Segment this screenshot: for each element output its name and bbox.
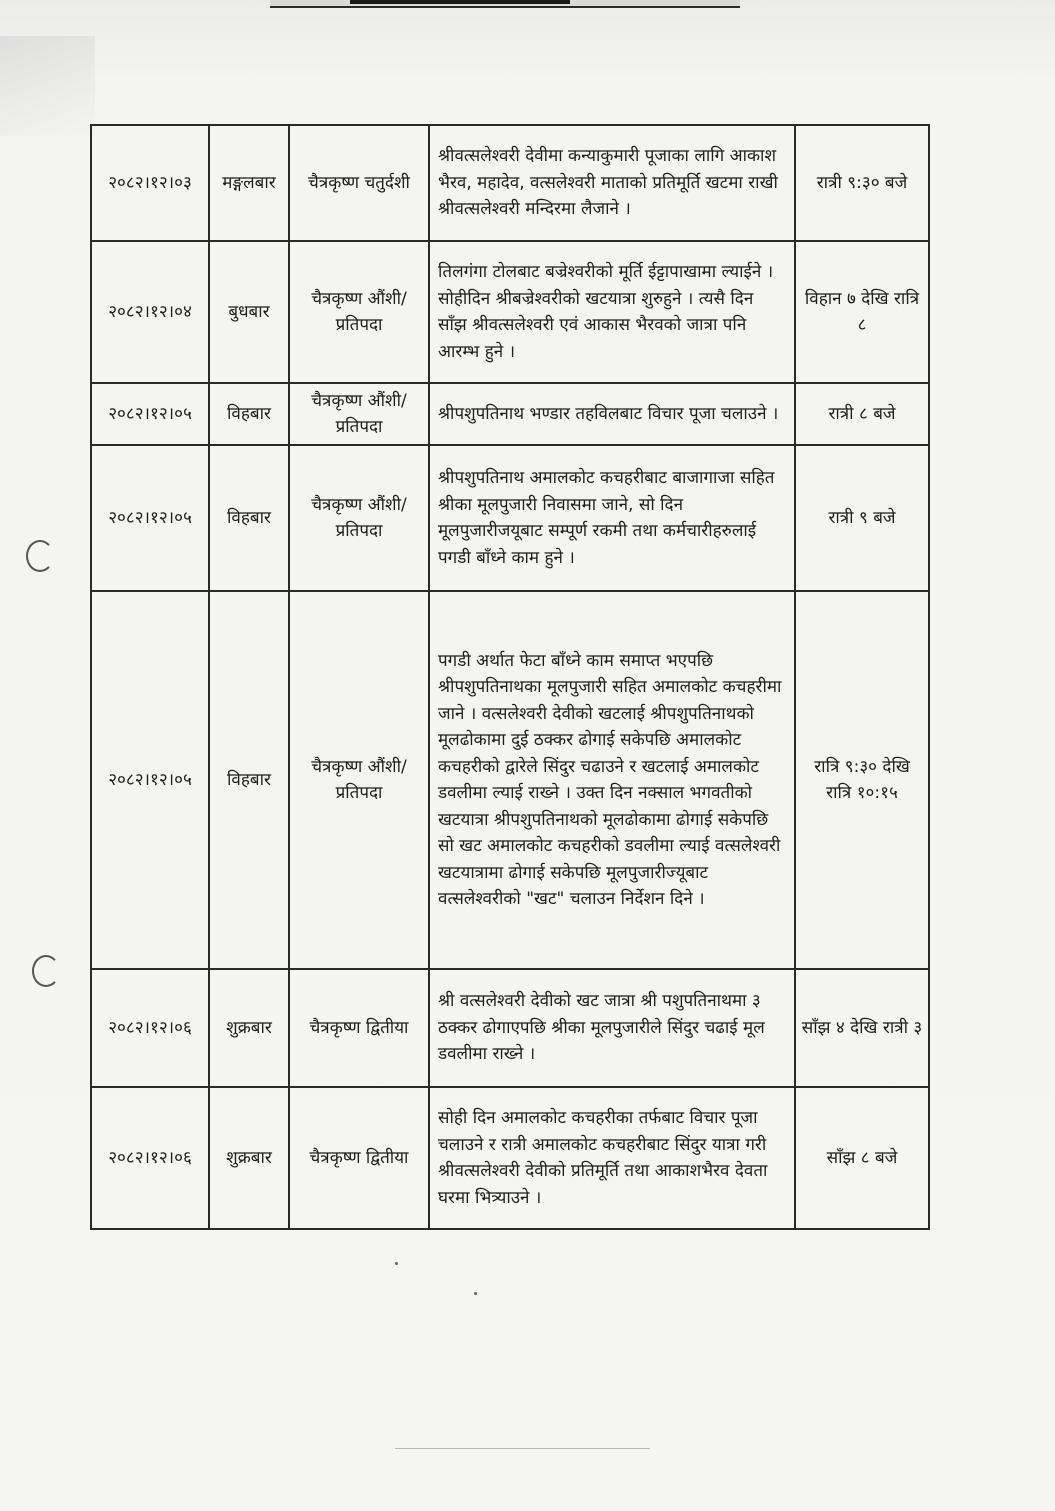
paper-fold-shadow — [0, 36, 95, 136]
tithi-cell: चैत्रकृष्ण द्वितीया — [289, 969, 429, 1087]
event-description-cell: सोही दिन अमालकोट कचहरीका तर्फबाट विचार पूजा चलाउने र रात्री अमालकोट कचहरीबाट सिंदुर यात्रा गरी श्रीवत्सलेश्वरी देवीको प्रतिमूर्ति तथा आकाशभैरव देवता घरमा भित्र्याउने । — [429, 1087, 795, 1229]
event-description-cell: श्रीवत्सलेश्वरी देवीमा कन्याकुमारी पूजाका लागि आकाश भैरव, महादेव, वत्सलेश्वरी माताको प्रतिमूर्ति खटमा राखी श्रीवत्सलेश्वरी मन्दिरमा लैजाने । — [429, 125, 795, 241]
date-cell: २०८२।१२।०५ — [91, 445, 209, 591]
event-description-cell: श्री वत्सलेश्वरी देवीको खट जात्रा श्री पशुपतिनाथमा ३ ठक्कर ढोगाएपछि श्रीका मूलपुजारीले सिंदुर चढाई मूल डवलीमा राख्ने । — [429, 969, 795, 1087]
weekday-cell: बुधबार — [209, 241, 289, 383]
table-row — [91, 969, 929, 1087]
date-cell: २०८२।१२।०६ — [91, 969, 209, 1087]
time-cell: साँझ ४ देखि रात्री ३ — [795, 969, 929, 1087]
scan-speck — [395, 1262, 398, 1265]
event-description-cell: पगडी अर्थात फेटा बाँध्ने काम समाप्त भएपछि श्रीपशुपतिनाथका मूलपुजारी सहित अमालकोट कचहरीमा जाने । वत्सलेश्वरी देवीको खटलाई श्रीपशुपतिनाथको मूलढोकामा दुई ठक्कर ढोगाई सकेपछि अमालकोट कचहरीको द्वारेले सिंदुर चढाउने र खटलाई अमालकोट डवलीमा ल्याई राख्ने । उक्त दिन नक्साल भगवतीको खटयात्रा श्रीपशुपतिनाथको मूलढोकामा ढोगाई सकेपछि सो खट अमालकोट कचहरीको डवलीमा ल्याई वत्सलेश्वरी खटयात्रामा ढोगाई सकेपछि मूलपुजारीज्यूबाट वत्सलेश्वरीको "खट" चलाउन निर्देशन दिने । — [429, 591, 795, 969]
table-row — [91, 125, 929, 241]
scan-speck — [474, 1292, 477, 1295]
date-cell: २०८२।१२।०६ — [91, 1087, 209, 1229]
tithi-cell: चैत्रकृष्ण औंशी/प्रतिपदा — [289, 383, 429, 445]
table-row — [91, 591, 929, 969]
table-row — [91, 383, 929, 445]
date-cell: २०८२।१२।०३ — [91, 125, 209, 241]
table-row — [91, 445, 929, 591]
tithi-cell: चैत्रकृष्ण औंशी/प्रतिपदा — [289, 241, 429, 383]
date-cell: २०८२।१२।०५ — [91, 591, 209, 969]
date-cell: २०८२।१२।०४ — [91, 241, 209, 383]
table-row — [91, 241, 929, 383]
event-description-cell: श्रीपशुपतिनाथ भण्डार तहविलबाट विचार पूजा चलाउने । — [429, 383, 795, 445]
punch-hole-lower — [32, 955, 60, 987]
weekday-cell: शुक्रबार — [209, 1087, 289, 1229]
weekday-cell: मङ्गलबार — [209, 125, 289, 241]
weekday-cell: विहबार — [209, 591, 289, 969]
time-cell: साँझ ८ बजे — [795, 1087, 929, 1229]
tithi-cell: चैत्रकृष्ण औंशी/प्रतिपदा — [289, 591, 429, 969]
time-cell: रात्री ९ बजे — [795, 445, 929, 591]
event-description-cell: तिलगंगा टोलबाट बज्रेश्वरीको मूर्ति ईट्टापाखामा ल्याईने । सोहीदिन श्रीबज्रेश्वरीको खटयात्रा शुरुहुने । त्यसै दिन साँझ श्रीवत्सलेश्वरी एवं आकास भैरवको जात्रा पनि आरम्भ हुने । — [429, 241, 795, 383]
weekday-cell: शुक्रबार — [209, 969, 289, 1087]
scan-top-edge — [270, 0, 740, 8]
event-description-cell: श्रीपशुपतिनाथ अमालकोट कचहरीबाट बाजागाजा सहित श्रीका मूलपुजारी निवासमा जाने, सो दिन मूलपुजारीजयूबाट सम्पूर्ण रकमी तथा कर्मचारीहरुलाई पगडी बाँध्ने काम हुने । — [429, 445, 795, 591]
tithi-cell: चैत्रकृष्ण चतुर्दशी — [289, 125, 429, 241]
time-cell: रात्रि ९:३० देखि रात्रि १०:१५ — [795, 591, 929, 969]
tithi-cell: चैत्रकृष्ण द्वितीया — [289, 1087, 429, 1229]
time-cell: रात्री ८ बजे — [795, 383, 929, 445]
time-cell: रात्री ९:३० बजे — [795, 125, 929, 241]
time-cell: विहान ७ देखि रात्रि ८ — [795, 241, 929, 383]
punch-hole-upper — [26, 540, 54, 572]
table-row — [91, 1087, 929, 1229]
weekday-cell: विहबार — [209, 445, 289, 591]
footer-rule — [395, 1448, 650, 1449]
festival-schedule-table — [90, 124, 930, 1230]
weekday-cell: विहबार — [209, 383, 289, 445]
tithi-cell: चैत्रकृष्ण औंशी/प्रतिपदा — [289, 445, 429, 591]
date-cell: २०८२।१२।०५ — [91, 383, 209, 445]
